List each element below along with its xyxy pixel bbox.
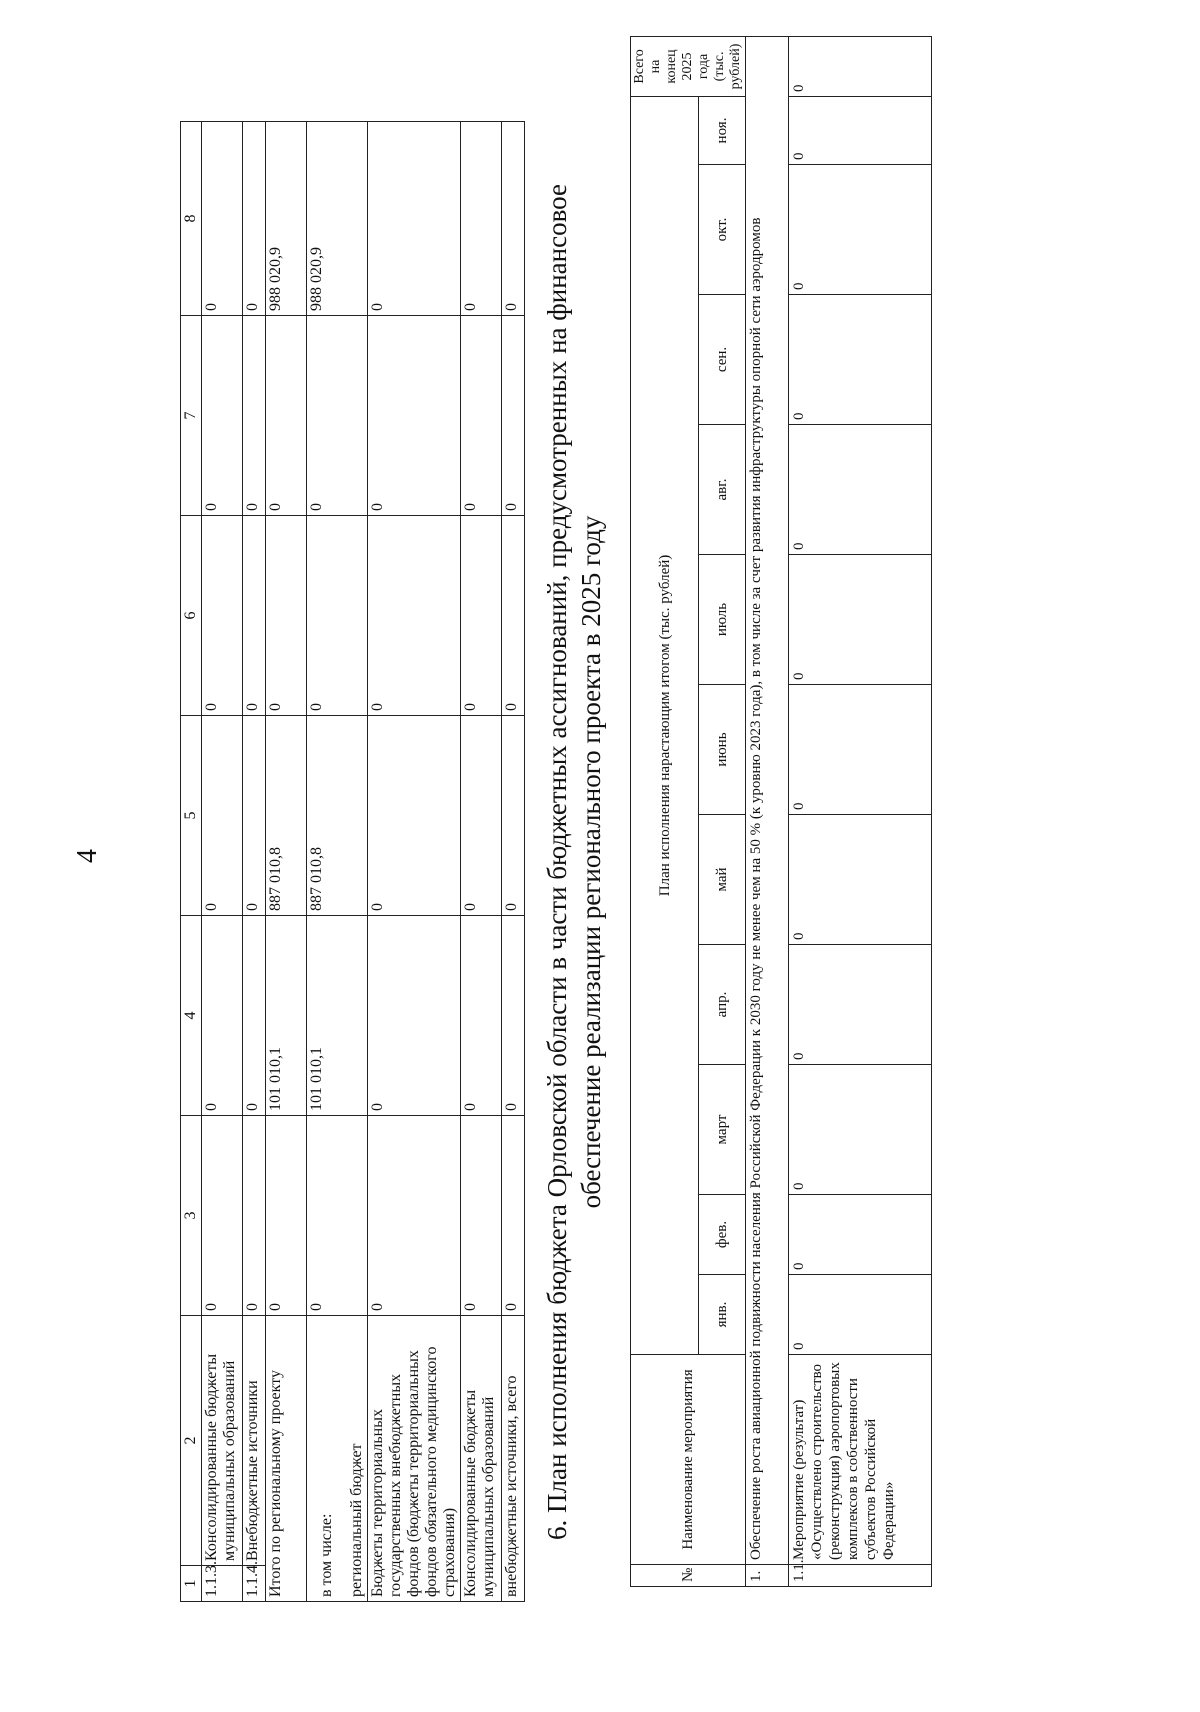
value-cell: 0 xyxy=(789,1065,932,1195)
value-cell: 0 xyxy=(202,716,243,916)
value-cell: 0 xyxy=(789,945,932,1065)
value-cell: 887 010,8 xyxy=(266,716,307,916)
value-cell: 887 010,8 xyxy=(307,716,368,916)
value-cell: 988 020,9 xyxy=(307,122,368,316)
row-name: внебюджетные источники, всего xyxy=(502,1316,525,1602)
value-cell: 101 010,1 xyxy=(266,916,307,1116)
value-cell: 0 xyxy=(502,122,525,316)
month-header: янв. xyxy=(699,1275,746,1355)
value-cell: 0 xyxy=(789,815,932,945)
total-cell: 0 xyxy=(789,36,932,96)
value-cell: 0 xyxy=(368,122,461,316)
row-name-line: в том числе: xyxy=(318,1513,335,1597)
table-header-months-row xyxy=(699,36,746,1586)
value-cell: 0 xyxy=(307,316,368,516)
value-cell: 0 xyxy=(461,316,502,516)
section-title: 6. План исполнения бюджета Орловской области в части бюджетных ассигнований, предусмотренных на финансовое обеспечение реализации регионального проекта в 2025 году xyxy=(542,184,606,1540)
table-row-total xyxy=(266,122,307,1602)
value-cell: 0 xyxy=(789,295,932,425)
table-header-row xyxy=(181,122,202,1602)
row-name: Мероприятие (результат) «Осуществлено строительство (реконструкция) аэропортовых комплексов в собственности субъектов Российской Федерации» xyxy=(789,1355,932,1565)
value-cell: 0 xyxy=(368,1116,461,1316)
row-name: Внебюджетные источники xyxy=(243,1316,266,1566)
month-header: март xyxy=(699,1065,746,1195)
budget-execution-plan-table xyxy=(630,36,932,1587)
value-cell: 0 xyxy=(789,1275,932,1355)
value-cell: 0 xyxy=(502,916,525,1116)
value-cell: 0 xyxy=(789,685,932,815)
value-cell: 0 xyxy=(461,1116,502,1316)
value-cell: 0 xyxy=(368,516,461,716)
table-row xyxy=(202,122,243,1602)
value-cell: 0 xyxy=(789,555,932,685)
value-cell: 0 xyxy=(789,1195,932,1275)
value-cell: 0 xyxy=(502,1116,525,1316)
month-header: май xyxy=(699,815,746,945)
value-cell: 0 xyxy=(243,316,266,516)
value-cell: 0 xyxy=(461,716,502,916)
value-cell: 0 xyxy=(368,316,461,516)
header-cell: 2 xyxy=(181,1316,202,1566)
value-cell: 0 xyxy=(243,516,266,716)
row-number: 1.1.3. xyxy=(202,1566,243,1602)
value-cell: 0 xyxy=(461,122,502,316)
table-row xyxy=(789,36,932,1586)
table-row xyxy=(307,122,368,1602)
row-name xyxy=(307,1316,368,1602)
header-cell: 6 xyxy=(181,516,202,716)
value-cell: 0 xyxy=(502,316,525,516)
value-cell: 0 xyxy=(461,916,502,1116)
month-header: апр. xyxy=(699,945,746,1065)
header-cell: 3 xyxy=(181,1116,202,1316)
month-header: июль xyxy=(699,555,746,685)
value-cell: 0 xyxy=(789,96,932,164)
table-row xyxy=(502,122,525,1602)
value-cell: 0 xyxy=(202,1116,243,1316)
row-name: Бюджеты территориальных государственных внебюджетных фондов (бюджеты территориальных фондов обязательного медицинского страхования) xyxy=(368,1316,461,1602)
table-header-row xyxy=(631,36,699,1586)
row-name: Консолидированные бюджеты муниципальных образований xyxy=(202,1316,243,1566)
value-cell: 0 xyxy=(789,425,932,555)
value-cell: 0 xyxy=(307,1116,368,1316)
value-cell: 0 xyxy=(243,122,266,316)
header-plan: План исполнения нарастающим итогом (тыс. рублей) xyxy=(631,96,699,1354)
row-number: 1.1.4. xyxy=(243,1566,266,1602)
value-cell: 988 020,9 xyxy=(266,122,307,316)
value-cell: 0 xyxy=(368,716,461,916)
value-cell: 0 xyxy=(266,1116,307,1316)
value-cell: 0 xyxy=(202,916,243,1116)
value-cell: 0 xyxy=(243,916,266,1116)
value-cell: 0 xyxy=(243,1116,266,1316)
value-cell: 0 xyxy=(266,516,307,716)
table-row xyxy=(368,122,461,1602)
header-total: Всего на конец 2025 года (тыс. рублей) xyxy=(631,36,746,96)
month-header: фев. xyxy=(699,1195,746,1275)
value-cell: 0 xyxy=(461,516,502,716)
month-header: авг. xyxy=(699,425,746,555)
header-cell: 4 xyxy=(181,916,202,1116)
header-cell: 7 xyxy=(181,316,202,516)
month-header: окт. xyxy=(699,165,746,295)
month-header: ноя. xyxy=(699,96,746,164)
table-row xyxy=(243,122,266,1602)
value-cell: 0 xyxy=(202,516,243,716)
row-number: 1.1. xyxy=(789,1565,932,1587)
header-cell: 8 xyxy=(181,122,202,316)
value-cell: 101 010,1 xyxy=(307,916,368,1116)
table-row xyxy=(461,122,502,1602)
header-name: Наименование мероприятия xyxy=(631,1355,746,1565)
section-text: Обеспечение роста авиационной подвижности населения Российской Федерации к 2030 году не менее чем на 50 % (к уровню 2023 года), в том числе за счет развития инфраструктуры опорной сети аэродромов xyxy=(746,36,789,1564)
row-name-line: региональный бюджет xyxy=(348,1443,365,1597)
budget-sources-table xyxy=(180,121,525,1602)
month-header: июнь xyxy=(699,685,746,815)
value-cell: 0 xyxy=(789,165,932,295)
value-cell: 0 xyxy=(202,316,243,516)
month-header: сен. xyxy=(699,295,746,425)
table-section-row xyxy=(746,36,789,1586)
row-name: Консолидированные бюджеты муниципальных образований xyxy=(461,1316,502,1602)
value-cell: 0 xyxy=(266,316,307,516)
value-cell: 0 xyxy=(368,916,461,1116)
value-cell: 0 xyxy=(307,516,368,716)
value-cell: 0 xyxy=(502,716,525,916)
row-name: Итого по региональному проекту xyxy=(266,1316,307,1602)
value-cell: 0 xyxy=(243,716,266,916)
header-cell: 1 xyxy=(181,1566,202,1602)
header-num: № xyxy=(631,1565,746,1587)
value-cell: 0 xyxy=(502,516,525,716)
row-number: 1. xyxy=(746,1565,789,1587)
value-cell: 0 xyxy=(202,122,243,316)
header-cell: 5 xyxy=(181,716,202,916)
page-number: 4 xyxy=(72,849,103,863)
